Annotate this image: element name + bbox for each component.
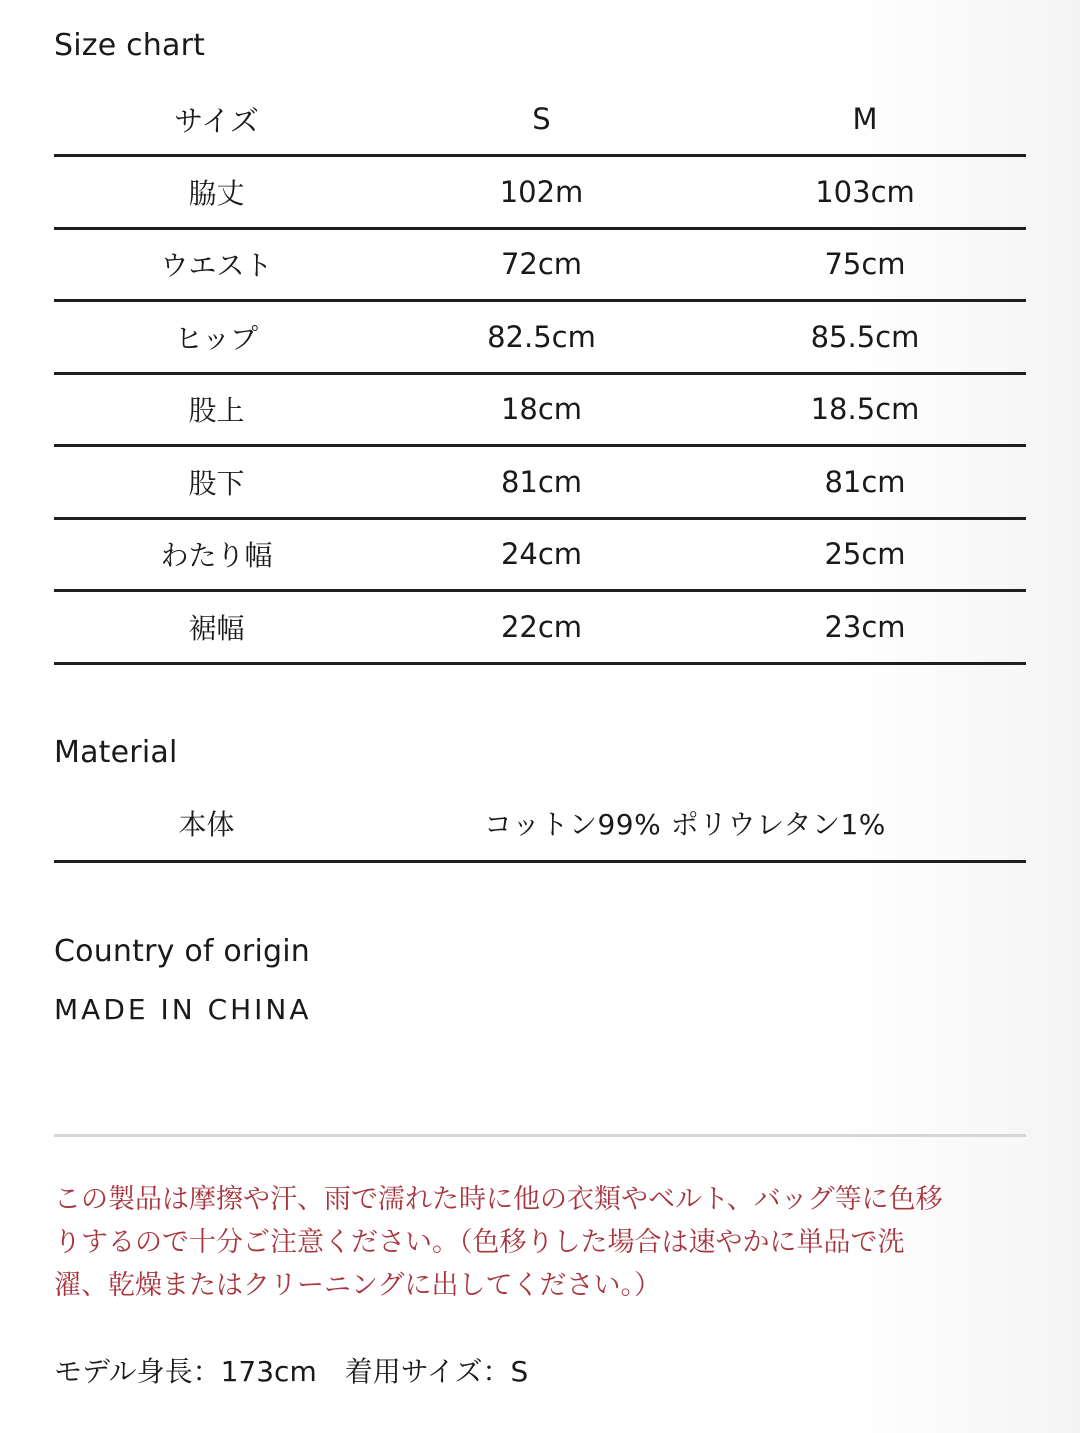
row-label: 脇丈 (54, 156, 379, 229)
cell-size-m: 23cm (704, 591, 1026, 664)
header-size-label: サイズ (54, 84, 379, 156)
care-notice (54, 1178, 1026, 1307)
care-notice-line: 濯、乾燥またはクリーニングに出してください。） (54, 1270, 661, 1301)
cell-size-s: 72cm (379, 228, 704, 301)
country-of-origin-value: MADE IN CHINA (54, 993, 312, 1026)
care-notice-line: りするので十分ご注意ください。（色移りした場合は速やかに単品で洗 (54, 1227, 905, 1258)
material-label: 本体 (178, 808, 235, 841)
cell-size-s: 18cm (379, 373, 704, 446)
cell-size-s: 82.5cm (379, 301, 704, 374)
cell-size-m: 18.5cm (704, 373, 1026, 446)
model-info: モデル身長：173cm 着用サイズ：S (54, 1355, 529, 1388)
cell-size-m: 75cm (704, 228, 1026, 301)
row-label: ヒップ (54, 301, 379, 374)
size-chart-table (54, 84, 1026, 665)
row-label: 股下 (54, 446, 379, 519)
size-chart-title: Size chart (54, 28, 206, 63)
cell-size-m: 81cm (704, 446, 1026, 519)
table-row (54, 518, 1026, 591)
cell-size-s: 102m (379, 156, 704, 229)
row-label: 裾幅 (54, 591, 379, 664)
header-size-s: S (379, 84, 704, 156)
care-notice-line: この製品は摩擦や汗、雨で濡れた時に他の衣類やベルト、バッグ等に色移 (54, 1184, 943, 1215)
table-row (54, 156, 1026, 229)
section-divider (54, 1134, 1026, 1137)
cell-size-m: 85.5cm (704, 301, 1026, 374)
row-label: ウエスト (54, 228, 379, 301)
size-chart-header-row (54, 84, 1026, 156)
material-title: Material (54, 735, 178, 770)
cell-size-m: 25cm (704, 518, 1026, 591)
cell-size-s: 22cm (379, 591, 704, 664)
material-value: コットン99% ポリウレタン1% (484, 808, 886, 841)
row-label: わたり幅 (54, 518, 379, 591)
cell-size-m: 103cm (704, 156, 1026, 229)
cell-size-s: 81cm (379, 446, 704, 519)
table-row (54, 446, 1026, 519)
cell-size-s: 24cm (379, 518, 704, 591)
table-row (54, 228, 1026, 301)
material-row (54, 790, 1026, 863)
country-of-origin-title: Country of origin (54, 934, 310, 969)
table-row (54, 301, 1026, 374)
header-size-m: M (704, 84, 1026, 156)
table-row (54, 373, 1026, 446)
row-label: 股上 (54, 373, 379, 446)
table-row (54, 591, 1026, 664)
